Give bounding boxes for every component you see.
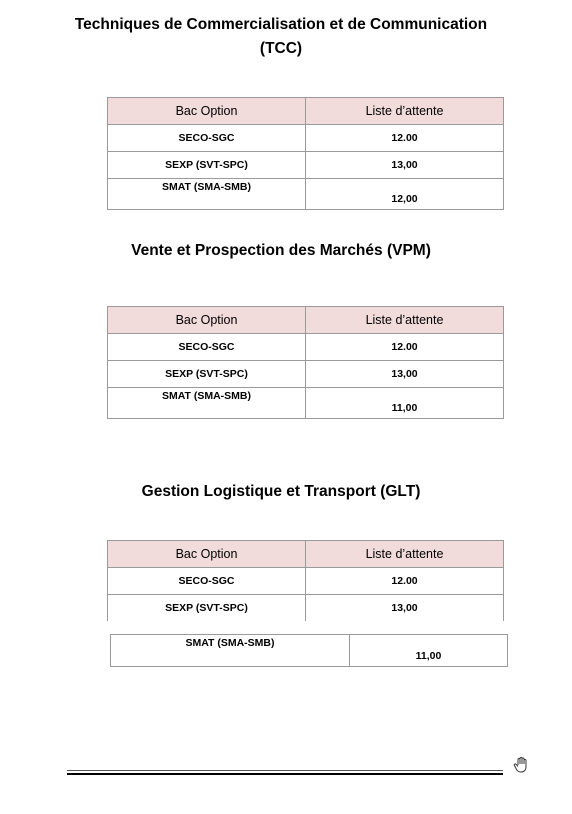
cell-value: 12.00 [306, 125, 504, 152]
table-header-row [108, 307, 504, 334]
header-liste-attente: Liste d’attente [306, 98, 504, 125]
header-bac-option: Bac Option [108, 98, 306, 125]
table-row [108, 361, 504, 388]
footer-rule-thin [67, 770, 503, 771]
cell-value: 13,00 [306, 595, 504, 622]
section-glt-title: Gestion Logistique et Transport (GLT) [141, 483, 421, 500]
cell-option: SECO-SGC [108, 568, 306, 595]
cell-option: SEXP (SVT-SPC) [108, 595, 306, 622]
cell-value: 12,00 [306, 179, 504, 210]
cell-option: SECO-SGC [108, 334, 306, 361]
glt-table [107, 540, 504, 621]
cell-option: SMAT (SMA-SMB) [108, 179, 306, 210]
tcc-table [107, 97, 504, 210]
header-bac-option: Bac Option [108, 541, 306, 568]
table-row [108, 568, 504, 595]
cell-value: 12.00 [306, 568, 504, 595]
glt-table-continued [110, 634, 508, 667]
cell-option: SMAT (SMA-SMB) [108, 388, 306, 419]
table-row [108, 388, 504, 419]
cell-value: 11,00 [350, 635, 508, 667]
cell-value: 13,00 [306, 361, 504, 388]
table-row [108, 595, 504, 622]
table-row [108, 179, 504, 210]
table-header-row [108, 98, 504, 125]
cell-option: SEXP (SVT-SPC) [108, 152, 306, 179]
table-row [108, 334, 504, 361]
table-row [111, 635, 508, 667]
cell-option: SECO-SGC [108, 125, 306, 152]
section-tcc-title-line1: Techniques de Commercialisation et de Communication [74, 16, 488, 33]
header-liste-attente: Liste d’attente [306, 307, 504, 334]
cell-value: 13,00 [306, 152, 504, 179]
table-row [108, 125, 504, 152]
vpm-table [107, 306, 504, 419]
hand-cursor-icon [512, 756, 530, 779]
footer-rule-thick [67, 773, 503, 775]
header-liste-attente: Liste d’attente [306, 541, 504, 568]
header-bac-option: Bac Option [108, 307, 306, 334]
cell-option: SEXP (SVT-SPC) [108, 361, 306, 388]
table-header-row [108, 541, 504, 568]
cell-value: 12.00 [306, 334, 504, 361]
table-row [108, 152, 504, 179]
cell-value: 11,00 [306, 388, 504, 419]
section-tcc-title-line2: (TCC) [259, 40, 303, 57]
section-vpm-title: Vente et Prospection des Marchés (VPM) [131, 242, 431, 259]
cell-option: SMAT (SMA-SMB) [111, 635, 350, 667]
